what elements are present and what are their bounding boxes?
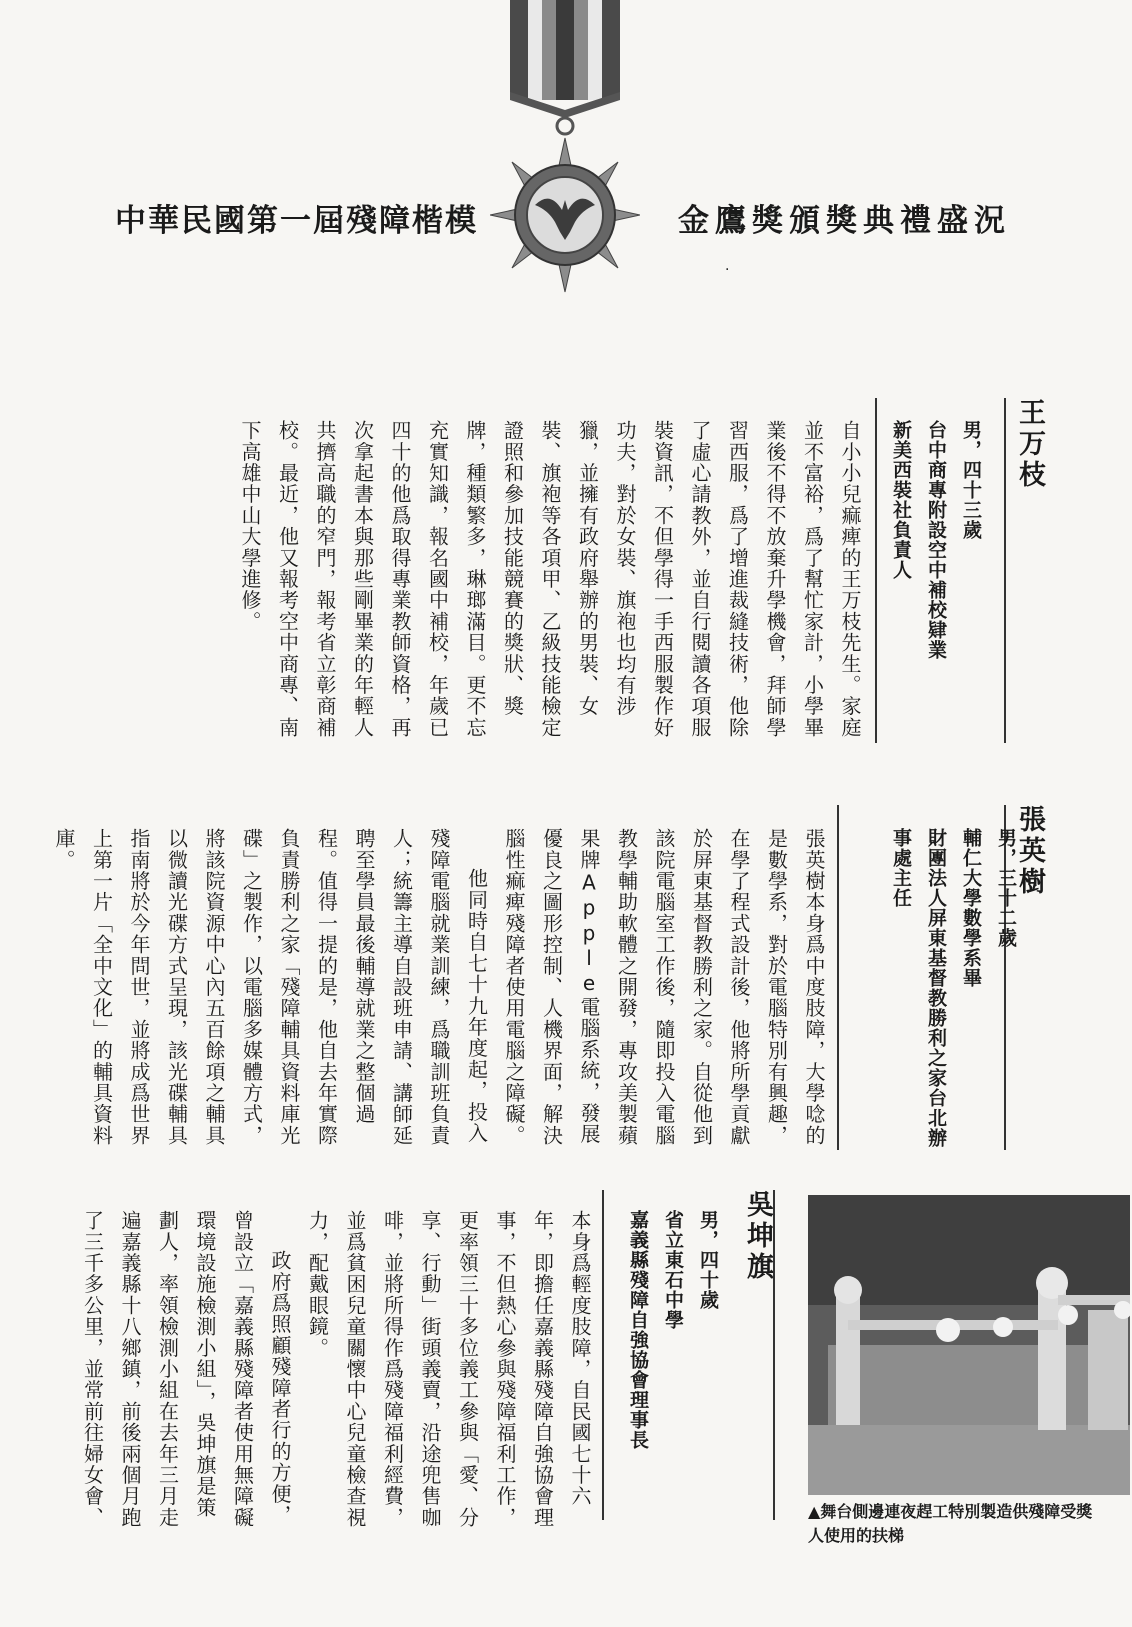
info-line: 男，四十三歲 — [960, 420, 982, 540]
info-line: 輔仁大學數學系畢 — [960, 828, 982, 988]
person-name-wu: 吳坤旗 — [742, 1190, 773, 1283]
decorative-mark: · — [725, 262, 730, 278]
info-line: 男，三十二歲 — [995, 828, 1017, 948]
paragraph: 張英樹本身爲中度肢障，大學唸的是數學系，對於電腦特別有興趣，在學了程式設計後，他將所學貢獻於屏東基督教勝利之家。自從他到該院電腦室工作後，隨即投入電腦教學輔助軟體之開發，專攻美製蘋果牌Apple電腦系統，發展優良之圖形控制、人機界面，解決腦性痲痺殘障者使用電腦之障礙。 — [502, 828, 826, 1146]
paragraph: 自小小兒痲痺的王万枝先生。家庭並不富裕，爲了幫忙家計，小學畢業後不得不放棄升學機會，拜師學習西服，爲了增進裁縫技術，他除了虛心請教外，並自行閱讀各項服裝資訊，不但學得一手西服製作好功夫，對於女裝、旗袍也均有涉獵，並擁有政府舉辦的男裝、女裝、旗袍等各項甲、乙級技能檢定證照和參加技能競賽的獎狀、獎牌，種類繁多，琳瑯滿目。更不忘充實知識，報名國中補校，年歲已四十的他爲取得專業教師資格，再次拿起書本與那些剛畢業的年輕人共擠高職的窄門，報考省立彰商補校。最近，他又報考空中商專、南下高雄中山大學進修。 — [238, 420, 862, 738]
section-rule — [602, 1190, 604, 1520]
info-line: 嘉義縣殘障自強協會理事長 — [627, 1210, 649, 1450]
eagle-medal-icon — [490, 0, 640, 300]
section-rule — [875, 398, 877, 743]
paragraph: 本身爲輕度肢障，自民國七十六年，即擔任嘉義縣殘障自強協會理事，不但熱心參與殘障福利工作，更率領三十多位義工參與「愛、分享、行動」街頭義賣，沿途兜售咖啡，並將所得作爲殘障福利經費，並爲貧困兒童關懷中心兒童檢查視力，配戴眼鏡。 — [305, 1210, 592, 1528]
stair-railing-image — [808, 1195, 1130, 1495]
title-left: 中華民國第一屆殘障楷模 — [115, 203, 478, 239]
info-line: 男，四十歲 — [697, 1210, 719, 1310]
paragraph: 政府爲照顧殘障者行的方便，曾設立「嘉義縣殘障者使用無障礙環境設施檢測小組」，吳坤旗是策劃人，率領檢測小組在去年三月走遍嘉義縣十八鄉鎮，前後兩個月跑了三千多公里，並常前往婦女會、 — [80, 1210, 292, 1528]
section-rule — [1004, 398, 1006, 743]
body-text-zhang — [52, 828, 832, 1148]
info-line: 財團法人屏東基督教勝利之家台北辦事處主任 — [890, 828, 947, 1148]
paragraph: 他同時自七十九年度起，投入殘障電腦就業訓練，爲職訓班負責人；統籌主導自設班申請、講師延聘至學員最後輔導就業之整個過程。值得一提的是，他自去年實際負責勝利之家「殘障輔具資料庫光碟」之製作，以電腦多媒體方式，將該院資源中心內五百餘項之輔具以微讀光碟方式呈現，該光碟輔具指南將於今年問世，並將成爲世界上第一片「全中文化」的輔具資料庫。 — [52, 828, 489, 1146]
person-info-wu — [620, 1210, 725, 1510]
title-right: 金鷹獎頒獎典禮盛況 — [678, 203, 1011, 239]
body-text-wang — [230, 420, 868, 740]
person-name-zhang: 張英樹 — [1014, 805, 1045, 898]
photo-caption: ▲舞台側邊連夜趕工特別製造供殘障受獎人使用的扶梯 — [808, 1502, 1093, 1545]
person-name-wang: 王万枝 — [1014, 398, 1045, 491]
info-line: 省立東石中學 — [662, 1210, 684, 1330]
info-line: 新美西裝社負責人 — [890, 420, 912, 580]
body-text-wu — [80, 1210, 598, 1530]
section-rule — [773, 1190, 775, 1520]
section-rule — [837, 805, 839, 1150]
info-line: 台中商專附設空中補校肄業 — [925, 420, 947, 660]
person-info-zhang — [883, 828, 1023, 1148]
person-info-wang — [883, 420, 988, 740]
ceremony-stair-photo — [808, 1195, 1130, 1495]
